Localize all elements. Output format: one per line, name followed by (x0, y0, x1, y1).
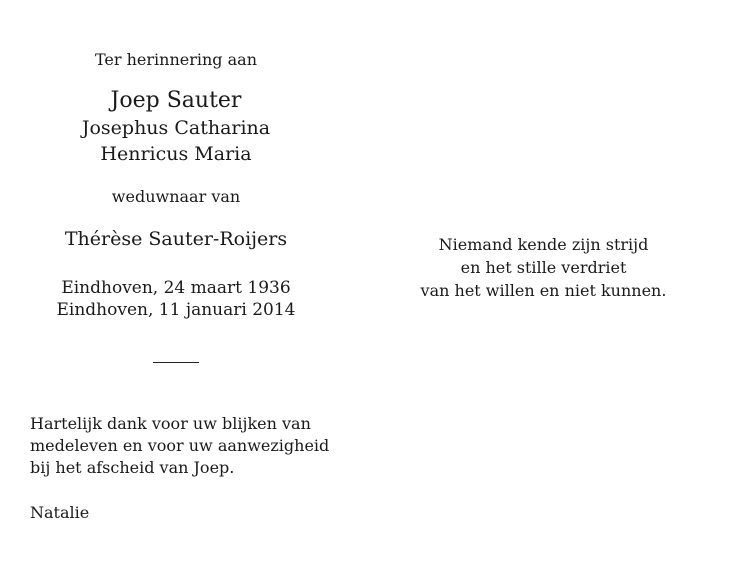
divider-line (153, 362, 199, 363)
relation-text: weduwnaar van (111, 187, 241, 206)
thanks-line: Hartelijk dank voor uw blijken van (30, 414, 311, 433)
poem-line: van het willen en niet kunnen. (420, 281, 667, 300)
full-name-line-2: Henricus Maria (100, 143, 252, 165)
thanks-message (30, 413, 350, 479)
memorial-card-right-panel (352, 0, 735, 571)
death-date: Eindhoven, 11 januari 2014 (56, 300, 296, 320)
poem (352, 233, 735, 302)
memorial-card-left-panel (0, 0, 352, 571)
signature: Natalie (30, 503, 90, 522)
poem-line: Niemand kende zijn strijd (438, 235, 649, 254)
intro-text: Ter herinnering aan (94, 50, 258, 69)
spouse-name: Thérèse Sauter-Roijers (64, 228, 288, 250)
poem-line: en het stille verdriet (460, 258, 627, 277)
full-name-line-1: Josephus Catharina (81, 117, 271, 139)
thanks-line: bij het afscheid van Joep. (30, 458, 235, 477)
deceased-name: Joep Sauter (110, 88, 242, 113)
thanks-line: medeleven en voor uw aanwezigheid (30, 436, 330, 455)
birth-date: Eindhoven, 24 maart 1936 (61, 278, 291, 298)
